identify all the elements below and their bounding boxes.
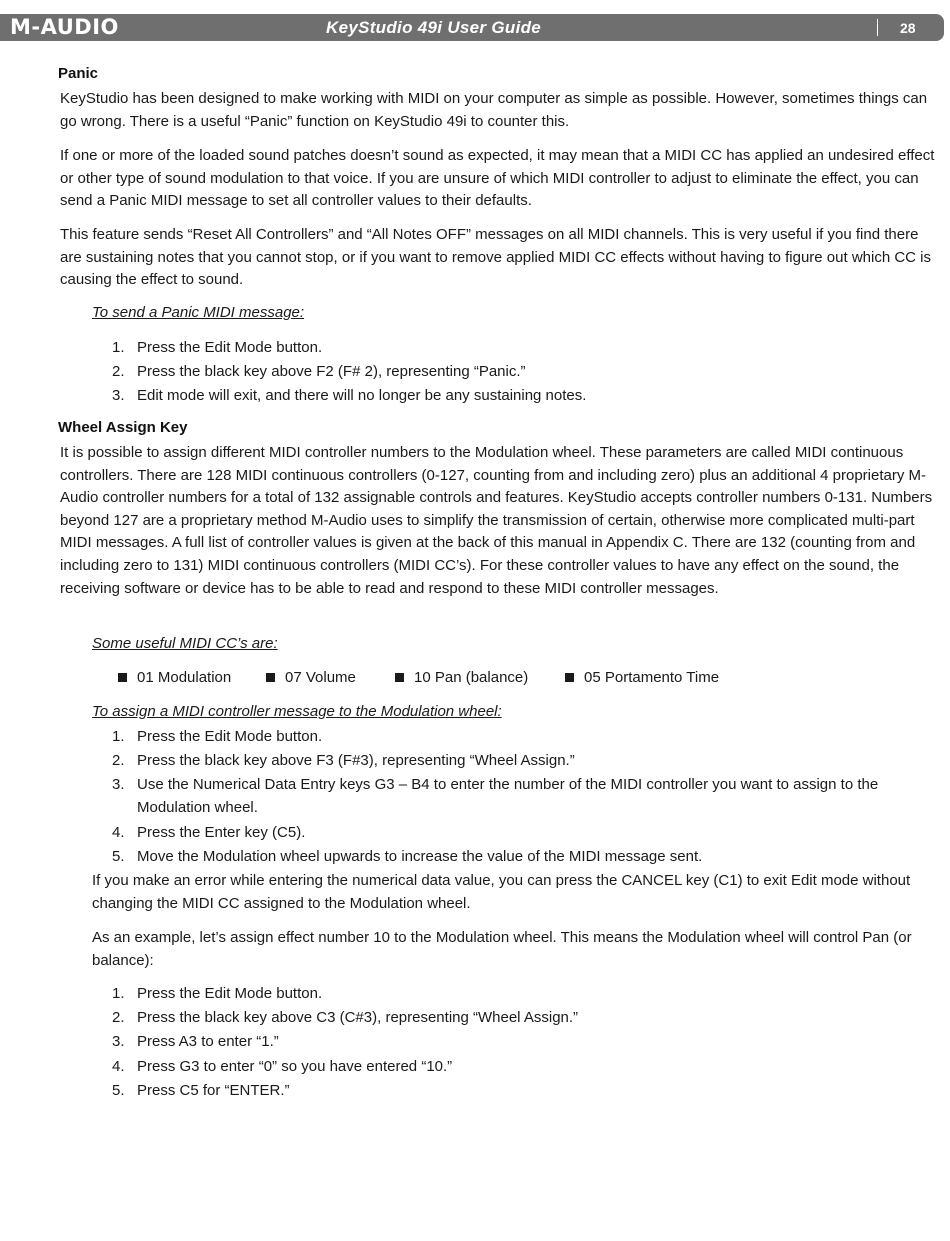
list-item: 1. Press the Edit Mode button. [112,985,323,1002]
list-item: 01 Modulation [118,669,266,686]
list-item: 2. Press the black key above F3 (F#3), representing “Wheel Assign.” [112,752,575,770]
page-header [0,14,944,41]
list-item: 3. Press A3 to enter “1.” [112,1033,279,1051]
list-item: 05 Portamento Time [565,669,719,686]
list-item: 2. Press the black key above C3 (C#3), representing “Wheel Assign.” [112,1009,579,1027]
list-item: 5. Move the Modulation wheel upwards to increase the value of the MIDI message sent. [112,847,703,865]
list-item: 5. Press C5 for “ENTER.” [112,1081,290,1099]
wheel-paragraph-1: It is possible to assign different MIDI controller numbers to the Modulation wheel. These parameters are called MIDI continuous controllers. There are 128 MIDI continuous controllers (0-127, counting from and including zero) plus an additional 4 proprietary M-Audio controller numbers for a total of 132 assignable controls and features. KeyStudio accepts controller numbers 0-131. Numbers beyond 127 are a proprietary method M-Audio uses to simplify the transmission of certain, otherwise more complicated multi-part MIDI messages. A full list of controller values is given at the back of this manual in Appendix C. There are 132 (counting from and including zero to 131) MIDI continuous controllers (MIDI CC’s). For these controller values to have any effect on the sound, the receiving software or device has to be able to read and respond to these MIDI controller messages. [60,444,933,597]
list-item: 1. Press the Edit Mode button. [112,728,323,745]
bullet-square-icon [565,673,574,682]
cc-list-title: Some useful MIDI CC’s are: [92,635,278,652]
panic-steps-title: To send a Panic MIDI message: [92,304,305,321]
list-item: 07 Volume [266,669,395,686]
list-item: 4. Press G3 to enter “0” so you have entered “10.” [112,1057,453,1075]
error-note-paragraph: If you make an error while entering the numerical data value, you can press the CANCEL key (C1) to exit Edit mode without changing the MIDI CC assigned to the Modulation wheel. [92,872,911,912]
cc-list [118,669,719,686]
bullet-square-icon [266,673,275,682]
panic-paragraph-1: KeyStudio has been designed to make working with MIDI on your computer as simple as possible. However, sometimes things can go wrong. There is a useful “Panic” function on KeyStudio 49i to counter this. [60,90,928,130]
assign-steps-list [112,725,932,869]
guide-title: KeyStudio 49i User Guide [326,18,542,37]
bullet-square-icon [118,673,127,682]
list-item: 3. Edit mode will exit, and there will no longer be any sustaining notes. [112,387,587,405]
list-item: 3. Use the Numerical Data Entry keys G3 – B4 to enter the number of the MIDI controller you want to assign to the Modulation wheel. [112,776,879,816]
panic-paragraph-2: If one or more of the loaded sound patches doesn’t sound as expected, it may mean that a MIDI CC has applied an undesired effect or other type of sound modulation to that voice. If you are unsure of which MIDI controller to adjust to eliminate the effect, you can send a Panic MIDI message to set all controller values to their defaults. [60,147,935,210]
section-heading-wheel-assign: Wheel Assign Key [58,419,188,436]
assign-steps-title: To assign a MIDI controller message to the Modulation wheel: [92,703,502,720]
list-item: 2. Press the black key above F2 (F# 2), representing “Panic.” [112,363,526,381]
page-number: 28 [900,20,916,36]
panic-paragraph-3: This feature sends “Reset All Controllers” and “All Notes OFF” messages on all MIDI channels. This is very useful if you find there are sustaining notes that you cannot stop, or if you want to remove applied MIDI CC effects without having to figure out which CC is causing the effect to sound. [60,226,932,289]
section-heading-panic: Panic [58,65,99,82]
list-item: 10 Pan (balance) [395,669,565,686]
bullet-square-icon [395,673,404,682]
list-item: 4. Press the Enter key (C5). [112,823,306,841]
panic-steps-list [112,336,932,409]
brand-logo: M-AUDIO [10,15,119,39]
example-steps-list [112,982,932,1103]
example-intro-paragraph: As an example, let’s assign effect number 10 to the Modulation wheel. This means the Modulation wheel will control Pan (or balance): [92,929,912,969]
header-divider [877,19,878,36]
list-item: 1. Press the Edit Mode button. [112,339,323,356]
